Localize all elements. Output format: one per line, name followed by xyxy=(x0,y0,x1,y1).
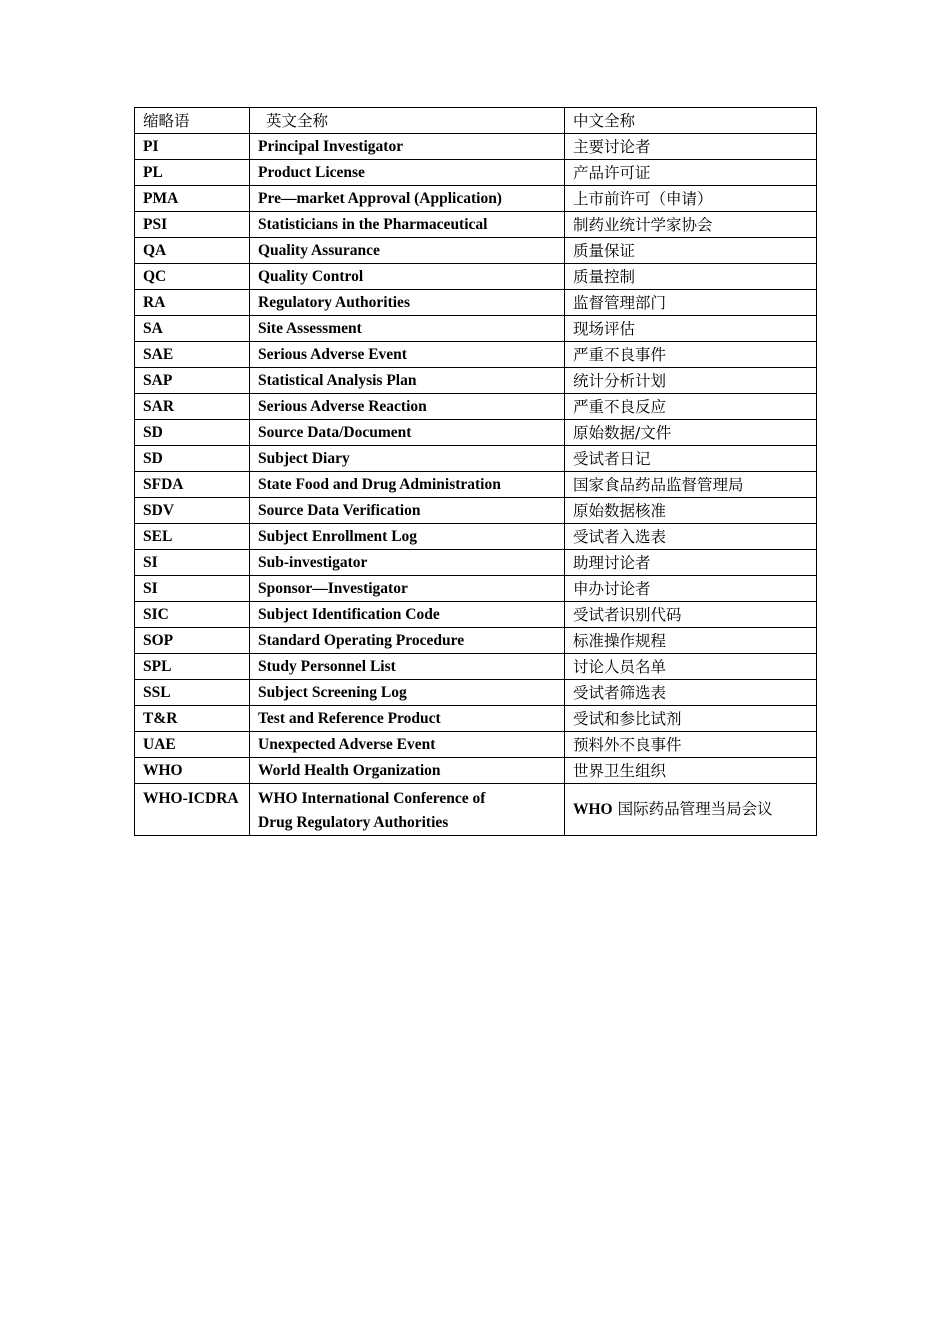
abbreviation-cell: SPL xyxy=(135,654,250,680)
chinese-name-cell: 受试者入选表 xyxy=(565,524,817,550)
chinese-name-cell: 质量保证 xyxy=(565,238,817,264)
table-row xyxy=(135,368,817,394)
chinese-name-cell: 受试者日记 xyxy=(565,446,817,472)
table-row xyxy=(135,706,817,732)
english-name-cell: Test and Reference Product xyxy=(250,706,565,732)
abbreviation-cell: QA xyxy=(135,238,250,264)
english-name-cell: Study Personnel List xyxy=(250,654,565,680)
abbreviation-cell: QC xyxy=(135,264,250,290)
chinese-name-cell: 讨论人员名单 xyxy=(565,654,817,680)
english-name-cell: Subject Identification Code xyxy=(250,602,565,628)
table-row xyxy=(135,784,817,836)
abbreviation-table-body xyxy=(135,108,817,836)
abbreviation-cell: RA xyxy=(135,290,250,316)
header-english-name: 英文全称 xyxy=(250,108,565,134)
chinese-name-cell: 监督管理部门 xyxy=(565,290,817,316)
abbreviation-cell: SI xyxy=(135,550,250,576)
abbreviation-cell: PMA xyxy=(135,186,250,212)
english-name-cell: Principal Investigator xyxy=(250,134,565,160)
chinese-name-cell: 预料外不良事件 xyxy=(565,732,817,758)
table-row xyxy=(135,316,817,342)
abbreviation-cell: WHO xyxy=(135,758,250,784)
table-row xyxy=(135,472,817,498)
english-name-cell: Subject Enrollment Log xyxy=(250,524,565,550)
chinese-name-cell: 上市前许可（申请） xyxy=(565,186,817,212)
chinese-name-text: 国际药品管理当局会议 xyxy=(617,800,773,818)
chinese-name-cell: 产品许可证 xyxy=(565,160,817,186)
english-name-cell: Serious Adverse Reaction xyxy=(250,394,565,420)
english-name-cell: Subject Screening Log xyxy=(250,680,565,706)
abbreviation-cell: SSL xyxy=(135,680,250,706)
abbreviation-cell: SA xyxy=(135,316,250,342)
abbreviation-cell: SDV xyxy=(135,498,250,524)
table-row xyxy=(135,134,817,160)
chinese-name-cell: 标准操作规程 xyxy=(565,628,817,654)
english-name-cell: Quality Control xyxy=(250,264,565,290)
chinese-name-cell: 现场评估 xyxy=(565,316,817,342)
abbreviation-cell: PL xyxy=(135,160,250,186)
chinese-name-cell: 申办讨论者 xyxy=(565,576,817,602)
table-row xyxy=(135,238,817,264)
abbreviation-cell: SI xyxy=(135,576,250,602)
english-name-cell: State Food and Drug Administration xyxy=(250,472,565,498)
table-row xyxy=(135,602,817,628)
table-row xyxy=(135,160,817,186)
table-row xyxy=(135,212,817,238)
english-name-cell: Source Data Verification xyxy=(250,498,565,524)
chinese-name-cell: 制药业统计学家协会 xyxy=(565,212,817,238)
table-row xyxy=(135,290,817,316)
table-row xyxy=(135,628,817,654)
table-row xyxy=(135,186,817,212)
chinese-name-cell: 国家食品药品监督管理局 xyxy=(565,472,817,498)
table-row xyxy=(135,654,817,680)
chinese-name-cell: 严重不良反应 xyxy=(565,394,817,420)
english-name-cell: Standard Operating Procedure xyxy=(250,628,565,654)
abbreviation-cell: WHO-ICDRA xyxy=(135,784,250,836)
english-name-cell: Statisticians in the Pharmaceutical xyxy=(250,212,565,238)
table-row xyxy=(135,550,817,576)
chinese-name-cell: 助理讨论者 xyxy=(565,550,817,576)
table-row xyxy=(135,264,817,290)
abbreviation-cell: SIC xyxy=(135,602,250,628)
abbreviation-cell: UAE xyxy=(135,732,250,758)
abbreviation-cell: SD xyxy=(135,446,250,472)
abbreviation-cell: SAE xyxy=(135,342,250,368)
abbreviation-cell: SEL xyxy=(135,524,250,550)
table-row xyxy=(135,342,817,368)
english-name-cell: Sponsor—Investigator xyxy=(250,576,565,602)
chinese-name-cell: 统计分析计划 xyxy=(565,368,817,394)
table-header-row xyxy=(135,108,817,134)
abbreviation-cell: SD xyxy=(135,420,250,446)
chinese-name-cell: 主要讨论者 xyxy=(565,134,817,160)
english-name-cell: Serious Adverse Event xyxy=(250,342,565,368)
english-name-line: Drug Regulatory Authorities xyxy=(258,814,449,831)
english-name-cell: Site Assessment xyxy=(250,316,565,342)
chinese-name-cell xyxy=(565,784,817,836)
chinese-name-cell: 受试和参比试剂 xyxy=(565,706,817,732)
chinese-name-cell: 原始数据/文件 xyxy=(565,420,817,446)
abbreviation-cell: PI xyxy=(135,134,250,160)
table-row xyxy=(135,420,817,446)
chinese-name-prefix: WHO xyxy=(573,801,613,818)
abbreviation-table xyxy=(134,107,817,836)
table-row xyxy=(135,758,817,784)
header-abbreviation: 缩略语 xyxy=(135,108,250,134)
abbreviation-cell: SFDA xyxy=(135,472,250,498)
english-name-cell: Product License xyxy=(250,160,565,186)
english-name-line: WHO International Conference of xyxy=(258,790,486,807)
chinese-name-cell: 受试者识别代码 xyxy=(565,602,817,628)
table-row xyxy=(135,732,817,758)
english-name-cell xyxy=(250,784,565,836)
english-name-cell: Pre—market Approval (Application) xyxy=(250,186,565,212)
abbreviation-cell: PSI xyxy=(135,212,250,238)
abbreviation-cell: T&R xyxy=(135,706,250,732)
table-row xyxy=(135,680,817,706)
header-chinese-name: 中文全称 xyxy=(565,108,817,134)
english-name-cell: Sub-investigator xyxy=(250,550,565,576)
english-name-cell: Subject Diary xyxy=(250,446,565,472)
table-row xyxy=(135,498,817,524)
chinese-name-cell: 原始数据核准 xyxy=(565,498,817,524)
abbreviation-cell: SAP xyxy=(135,368,250,394)
english-name-cell: Statistical Analysis Plan xyxy=(250,368,565,394)
chinese-name-cell: 严重不良事件 xyxy=(565,342,817,368)
table-row xyxy=(135,446,817,472)
table-row xyxy=(135,394,817,420)
chinese-name-cell: 世界卫生组织 xyxy=(565,758,817,784)
english-name-cell: Source Data/Document xyxy=(250,420,565,446)
english-name-cell: World Health Organization xyxy=(250,758,565,784)
chinese-name-cell: 受试者筛选表 xyxy=(565,680,817,706)
english-name-cell: Quality Assurance xyxy=(250,238,565,264)
english-name-cell: Regulatory Authorities xyxy=(250,290,565,316)
abbreviation-cell: SAR xyxy=(135,394,250,420)
abbreviation-cell: SOP xyxy=(135,628,250,654)
table-row xyxy=(135,524,817,550)
table-row xyxy=(135,576,817,602)
english-name-cell: Unexpected Adverse Event xyxy=(250,732,565,758)
chinese-name-cell: 质量控制 xyxy=(565,264,817,290)
